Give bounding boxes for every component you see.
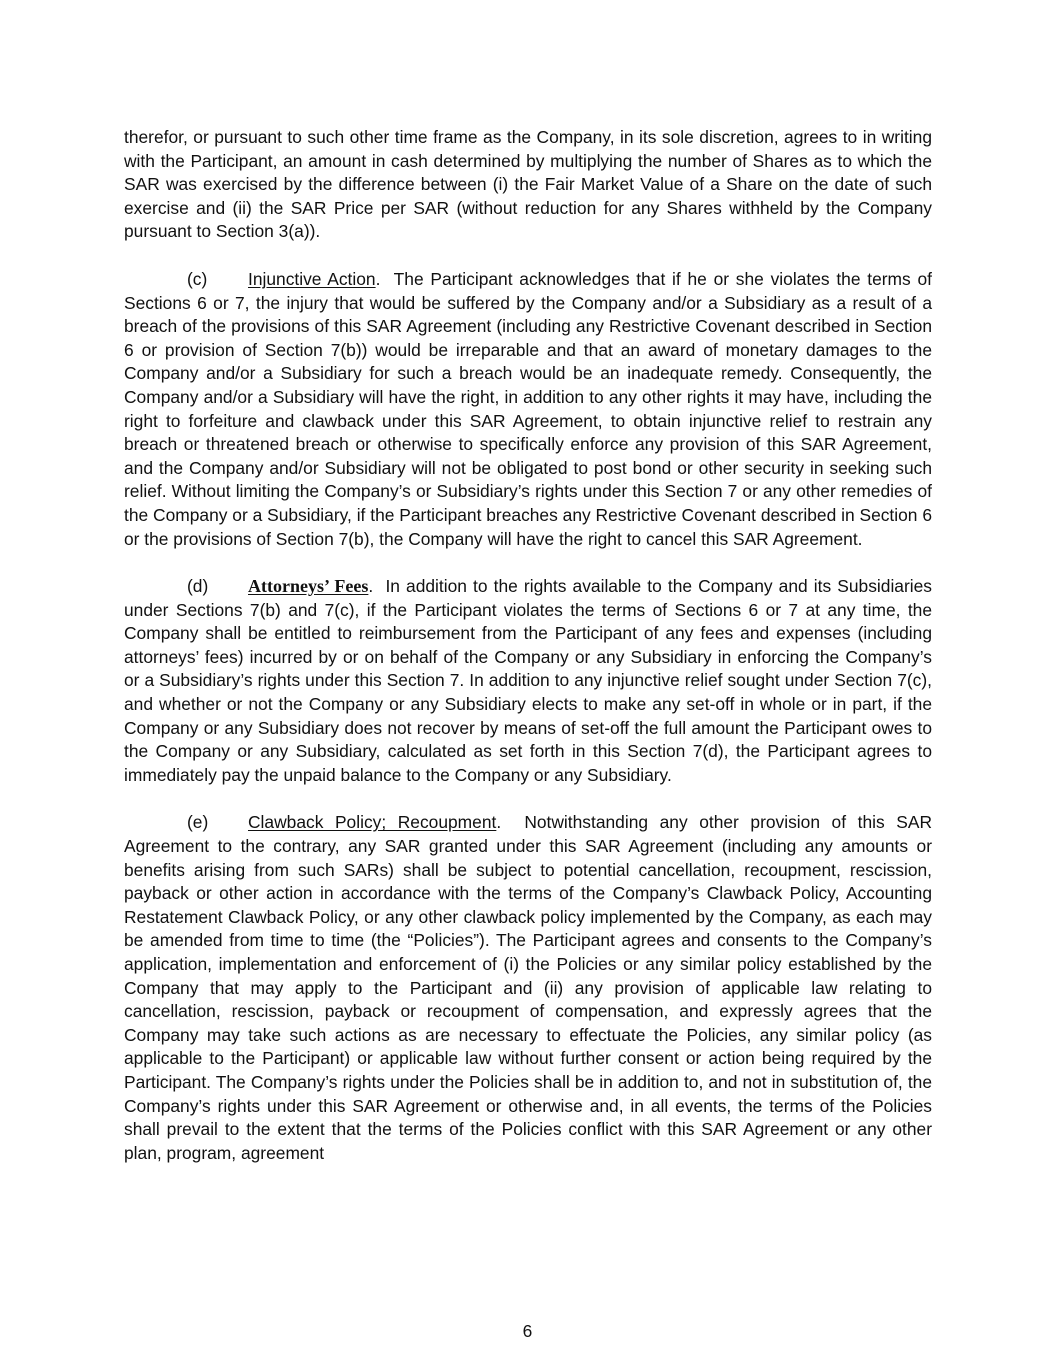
paragraph-attorneys-fees <box>124 575 932 787</box>
document-body <box>124 126 932 1189</box>
paragraph-text: In addition to the rights available to the Company and its Subsidiaries under Sections 7(b) and 7(c), if the Participant violates the terms of Sections 6 or 7 at any time, the Company shall be entitled to reimbursement from the Participant of any fees and expenses (including attorneys’ fees) incurred by or on behalf of the Company or any Subsidiary in enforcing the Company’s or a Subsidiary’s rights under this Section 7. In addition to any injunctive relief sought under Section 7(c), and whether or not the Company or any Subsidiary elects to make any set-off in whole or in part, if the Company or any Subsidiary does not recover by means of set-off the full amount the Participant owes to the Company or any Subsidiary, calculated as set forth in this Section 7(d), the Participant agrees to immediately pay the unpaid balance to the Company or any Subsidiary. <box>124 576 932 785</box>
paragraph-text: therefor, or pursuant to such other time frame as the Company, in its sole discretion, agrees to in writing with the Participant, an amount in cash determined by multiplying the number of Shares as to which the SAR was exercised by the difference between (i) the Fair Market Value of a Share on the date of such exercise and (ii) the SAR Price per SAR (without reduction for any Shares withheld by the Company pursuant to Section 3(a)). <box>124 127 932 242</box>
section-marker: (c) <box>187 268 208 289</box>
section-marker: (d) <box>187 576 209 597</box>
section-heading: Injunctive Action <box>248 268 376 289</box>
section-heading-punctuation: . <box>368 576 374 597</box>
section-heading: Attorneys’ Fees <box>248 576 369 597</box>
paragraph-text: Notwithstanding any other provision of this SAR Agreement to the contrary, any SAR granted under this SAR Agreement (including any amounts or benefits arising from such SARs) shall be subject to potential cancellation, recoupment, rescission, payback or other action in accordance with the terms of the Company’s Clawback Policy, Accounting Restatement Clawback Policy, or any other clawback policy implemented by the Company, as each may be amended from time to time (the “Policies”). The Participant agrees and consents to the Company’s application, implementation and enforcement of (i) the Policies or any similar policy established by the Company that may apply to the Participant and (ii) any provision of applicable law relating to cancellation, rescission, payback or recoupment of compensation, and expressly agrees that the Company may take such actions as are necessary to effectuate the Policies, any similar policy (as applicable to the Participant) or applicable law without further consent or action being required by the Participant. The Company’s rights under the Policies shall be in addition to, and not in substitution of, the Company’s rights under this SAR Agreement or otherwise and, in all events, the terms of the Policies shall prevail to the extent that the terms of the Policies conflict with this SAR Agreement or any other plan, program, agreement <box>124 812 932 1163</box>
paragraph-injunctive-action <box>124 268 932 551</box>
paragraph-text: The Participant acknowledges that if he or she violates the terms of Sections 6 or 7, the injury that would be suffered by the Company and/or a Subsidiary as a result of a breach of the provisions of this SAR Agreement (including any Restrictive Covenant described in Section 6 or provision of Section 7(b)) would be irreparable and that an award of monetary damages to the Company and/or a Subsidiary for such a breach would be an inadequate remedy. Consequently, the Company and/or a Subsidiary will have the right, in addition to any other rights it may have, including the right to forfeiture and clawback under this SAR Agreement, to obtain injunctive relief to restrain any breach or threatened breach or otherwise to specifically enforce any provision of this SAR Agreement, and the Company and/or Subsidiary will not be obligated to post bond or other security in seeking such relief. Without limiting the Company’s or Subsidiary’s rights under this Section 7 or any other remedies of the Company or a Subsidiary, if the Participant breaches any Restrictive Covenant described in Section 6 or the provisions of Section 7(b), the Company will have the right to cancel this SAR Agreement. <box>124 268 932 549</box>
paragraph-continuation <box>124 126 932 244</box>
section-marker: (e) <box>187 812 209 833</box>
section-heading: Clawback Policy; Recoupment <box>248 812 497 833</box>
paragraph-clawback-policy <box>124 811 932 1165</box>
section-heading-punctuation: . <box>375 268 381 289</box>
section-heading-punctuation: . <box>496 812 502 833</box>
page-number: 6 <box>522 1321 533 1341</box>
